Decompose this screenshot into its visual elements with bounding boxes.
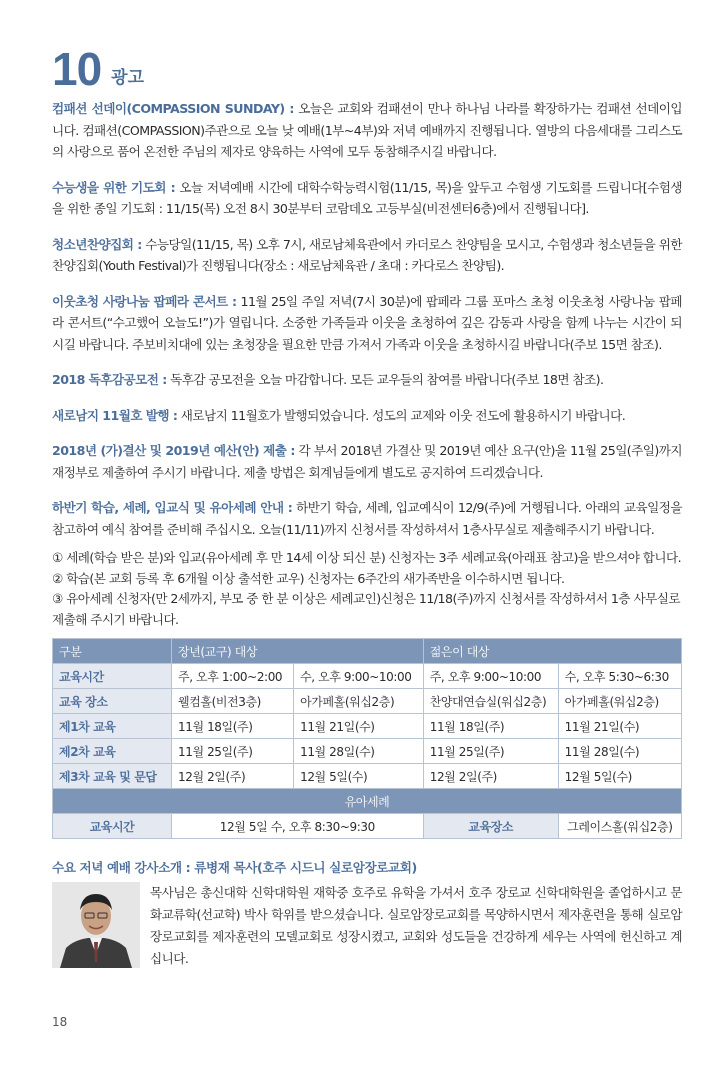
- row-label: 제1차 교육: [53, 714, 172, 739]
- announcement-exam-prayer: [52, 177, 682, 220]
- education-schedule-table: [52, 638, 682, 839]
- table-cell: 11월 25일(주): [172, 739, 294, 764]
- announcement-text: 11월 25일 주일 저녁(7시 30분)에 팝페라 그룹 포마스 초청 이웃초청 사랑나눔 팝페라 콘서트(“수고했어 오늘도!”)가 열립니다. 소중한 가족들과 이웃을 초청하여 깊은 감동과 사랑을 함께 나누는 시간이 되시길 바랍니다. 주보비치대에 있는 초청장을 필요한 만큼 가져서 가족과 이웃을 초청하시길 바랍니다(주보 15면 참조).: [52, 293, 682, 352]
- table-row: [53, 664, 682, 689]
- note-item: ③ 유아세례 신청자(만 2세까지, 부모 중 한 분 이상은 세례교인)신청은 11/18(주)까지 신청서를 작성하셔서 1층 사무실로 제출해 주시기 바랍니다.: [52, 591, 680, 627]
- infant-place-label: 교육장소: [423, 814, 558, 839]
- announcement-magazine: [52, 405, 682, 427]
- announcement-text: 독후감 공모전을 오늘 마감합니다. 모든 교우들의 참여를 바랍니다(주보 18면 참조).: [166, 372, 604, 387]
- row-label: 제3차 교육 및 문답: [53, 764, 172, 789]
- infant-baptism-row: [53, 814, 682, 839]
- announcement-heading: 이웃초청 사랑나눔 팝페라 콘서트 :: [52, 293, 237, 309]
- announcement-youth-worship: [52, 234, 682, 277]
- table-row: [53, 764, 682, 789]
- table-cell: 11월 18일(주): [423, 714, 558, 739]
- infant-baptism-header-row: [53, 789, 682, 814]
- announcement-heading: 새로남지 11월호 발행 :: [52, 407, 178, 423]
- section-number: 10: [52, 43, 102, 95]
- table-cell: 11월 21일(수): [294, 714, 424, 739]
- announcement-heading: 2018 독후감공모전 :: [52, 372, 167, 387]
- note-item: ① 세례(학습 받은 분)와 입교(유아세례 후 만 14세 이상 되신 분) 신청자는 3주 세례교육(아래표 참고)을 받으셔야 합니다.: [52, 550, 682, 565]
- announcement-popera-concert: [52, 291, 682, 356]
- announcement-text: 각 부서 2018년 가결산 및 2019년 예산 요구(안)을 11월 25일(주일)까지 재정부로 제출하여 주시기 바랍니다. 제출 방법은 회계님들에게 별도로 공지하여 드리겠습니다.: [52, 443, 682, 480]
- table-row: [53, 714, 682, 739]
- speaker-body: [52, 882, 682, 970]
- table-header-cell: 장년(교구) 대상: [172, 639, 424, 664]
- announcement-essay-contest: [52, 369, 682, 391]
- infant-time-value: 12월 5일 수, 오후 8:30~9:30: [172, 814, 424, 839]
- table-row: [53, 739, 682, 764]
- announcement-heading: 2018년 (가)결산 및 2019년 예산(안) 제출 :: [52, 443, 295, 458]
- page-number: 18: [52, 1015, 68, 1029]
- announcement-heading: 수능생을 위한 기도회 :: [52, 179, 176, 195]
- table-header-cell: 젊은이 대상: [423, 639, 681, 664]
- announcement-text: 새로남지 11월호가 발행되었습니다. 성도의 교제와 이웃 전도에 활용하시기 바랍니다.: [177, 407, 626, 423]
- table-cell: 12월 5일(수): [294, 764, 424, 789]
- note-item: ② 학습(본 교회 등록 후 6개월 이상 출석한 교우) 신청자는 6주간의 새가족반을 이수하시면 됩니다.: [52, 570, 565, 586]
- row-label: 교육시간: [53, 664, 172, 689]
- speaker-portrait-image: [52, 882, 140, 968]
- infant-place-value: 그레이스홀(워십2층): [558, 814, 681, 839]
- speaker-bio: 목사님은 총신대학 신학대학원 재학중 호주로 유학을 가셔서 호주 장로교 신학대학원을 졸업하시고 문화교류학(선교학) 박사 학위를 받으셨습니다. 실로암장로교회를 목양하시면서 제자훈련을 통해 실로암장로교회를 제자훈련의 모델교회로 성장시켰고, 교회와 성도들을 건강하게 세우는 사역에 헌신하고 계십니다.: [150, 885, 682, 966]
- announcement-heading: 컴패션 선데이(COMPASSION SUNDAY) :: [52, 101, 294, 116]
- table-header-row: [53, 639, 682, 664]
- section-title: 광고: [111, 68, 145, 88]
- table-cell: 11월 21일(수): [558, 714, 681, 739]
- baptism-notes: [52, 548, 682, 630]
- table-cell: 아가페홀(워십2층): [558, 689, 681, 714]
- announcement-text: 오늘은 교회와 컴패션이 만나 하나님 나라를 확장하가는 컴패션 선데이입니다. 컴패션(COMPASSION)주관으로 오늘 낮 예배(1부~4부)와 저녁 예배까지 진행됩니다. 열방의 다음세대를 그리스도의 사랑으로 품어 온전한 주님의 제자로 양육하는 사역에 모두 동참해주시길 바랍니다.: [52, 101, 682, 159]
- table-cell: 주, 오후 9:00~10:00: [423, 664, 558, 689]
- table-cell: 찬양대연습실(워십2층): [423, 689, 558, 714]
- table-cell: 수, 오후 5:30~6:30: [558, 664, 681, 689]
- table-cell: 수, 오후 9:00~10:00: [294, 664, 424, 689]
- table-cell: 11월 25일(주): [423, 739, 558, 764]
- table-cell: 12월 2일(주): [172, 764, 294, 789]
- announcement-heading: 하반기 학습, 세례, 입교식 및 유아세례 안내 :: [52, 500, 293, 515]
- announcement-baptism: [52, 497, 682, 540]
- announcement-budget: [52, 440, 682, 483]
- announcement-heading: 청소년찬양집회 :: [52, 236, 142, 252]
- speaker-title: 수요 저녁 예배 강사소개 : 류병재 목사(호주 시드니 실로암장로교회): [52, 860, 417, 875]
- announcement-text: 하반기 학습, 세례, 입교예식이 12/9(주)에 거행됩니다. 아래의 교육일정을 참고하여 예식 참여를 준비해 주십시오. 오늘(11/11)까지 신청서를 작성하셔서 1층사무실로 제출해주시기 바랍니다.: [52, 500, 682, 537]
- row-label: 교육 장소: [53, 689, 172, 714]
- announcement-compassion: [52, 98, 682, 163]
- section-header: [52, 43, 145, 95]
- infant-time-label: 교육시간: [53, 814, 172, 839]
- table-cell: 11월 28일(수): [558, 739, 681, 764]
- announcement-text: 수능당일(11/15, 목) 오후 7시, 새로남체육관에서 카더로스 찬양팀을 모시고, 수험생과 청소년들을 위한 찬양집회(Youth Festival)가 진행됩니다(장소 : 새로남체육관 / 초대 : 카다로스 찬양팀).: [52, 236, 683, 273]
- table-cell: 11월 18일(주): [172, 714, 294, 739]
- table-cell: 주, 오후 1:00~2:00: [172, 664, 294, 689]
- table-cell: 아가페홀(워십2층): [294, 689, 424, 714]
- table-cell: 12월 2일(주): [423, 764, 558, 789]
- table-cell: 12월 5일(수): [558, 764, 681, 789]
- table-row: [53, 689, 682, 714]
- announcements: [52, 98, 682, 970]
- table-cell: 11월 28일(수): [294, 739, 424, 764]
- row-label: 제2차 교육: [53, 739, 172, 764]
- table-cell: 웰컴홀(비전3층): [172, 689, 294, 714]
- announcement-text: 오늘 저녁예배 시간에 대학수학능력시험(11/15, 목)을 앞두고 수험생 기도회를 드립니다[수험생을 위한 종일 기도회 : 11/15(목) 오전 8시 30분부터 코람데오 고등부실(비전센터6층)에서 진행됩니다].: [52, 179, 683, 216]
- table-header-cell: 구분: [53, 639, 172, 664]
- speaker-photo: [52, 882, 140, 968]
- infant-baptism-title: 유아세례: [53, 789, 682, 814]
- speaker-intro: [52, 857, 682, 970]
